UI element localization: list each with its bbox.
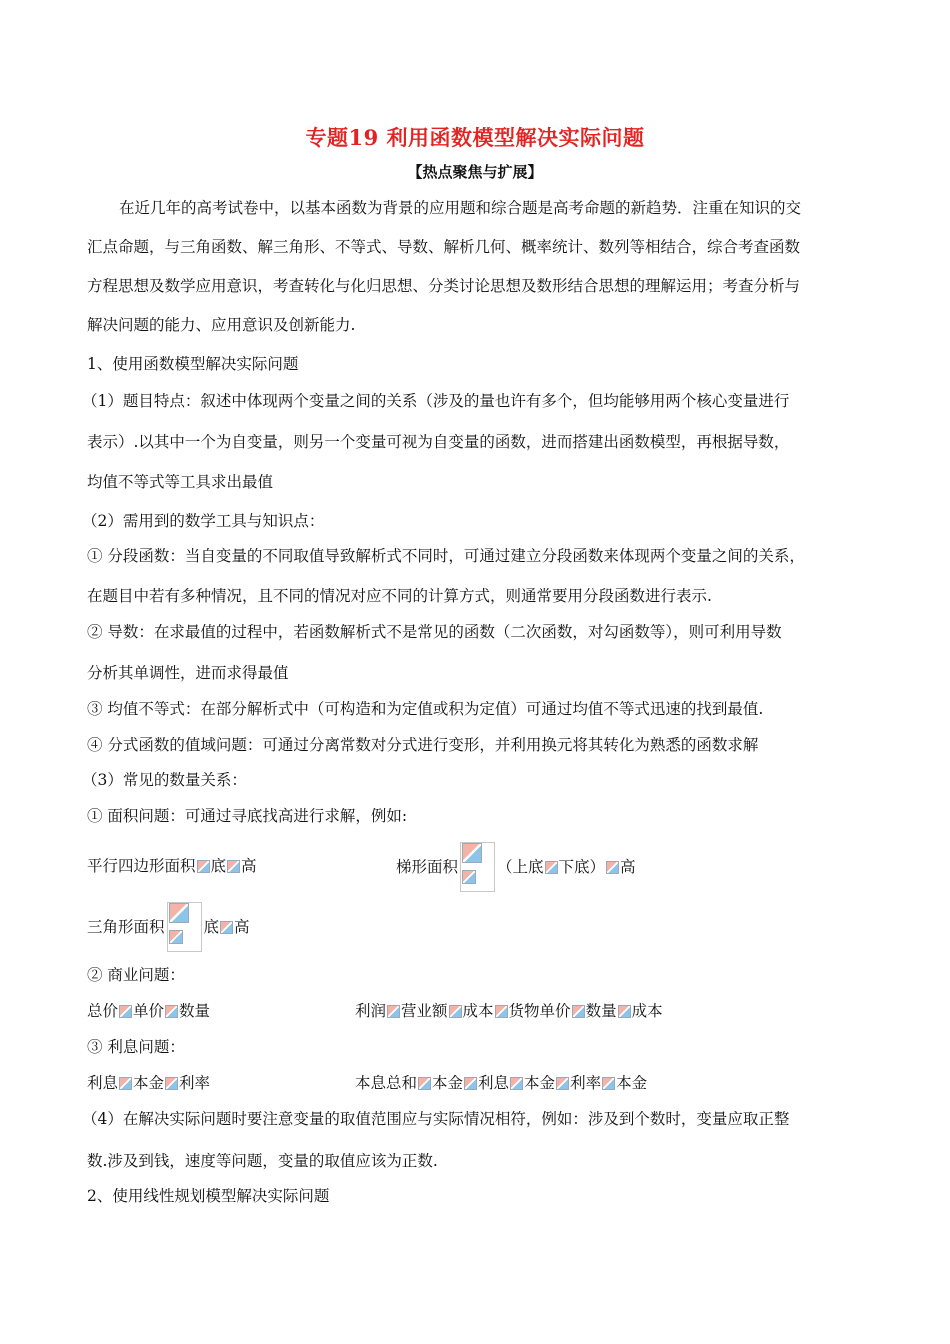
formula-term: 高: [241, 857, 257, 875]
broken-image-icon: [495, 1005, 508, 1018]
formula-term: （上底: [497, 858, 544, 876]
formula-term: 底: [210, 857, 227, 875]
section-heading-1: 1、使用函数模型解决实际问题: [87, 355, 299, 373]
formula-term: 本息总和: [355, 1074, 418, 1092]
formula-term: 利率: [179, 1074, 211, 1092]
formula-term: 高: [620, 858, 636, 876]
broken-image-icon: [119, 1077, 132, 1090]
broken-image-icon: [418, 1077, 431, 1090]
fraction-image: [460, 842, 495, 892]
triangle-formula: [87, 902, 250, 952]
formula-term: 底: [203, 918, 220, 936]
formula-term: 下底）: [558, 858, 606, 876]
paragraph-line: （1）题目特点：叙述中体现两个变量之间的关系（涉及的量也许有多个，但均能够用两个核心变量进行: [82, 392, 790, 410]
page-title: 专题19 利用函数模型解决实际问题: [305, 125, 645, 150]
tool-line: ③ 均值不等式：在部分解析式中（可构造和为定值或积为定值）可通过均值不等式迅速的找到最值.: [87, 700, 764, 718]
formula-term: 营业额: [401, 1002, 448, 1020]
broken-image-icon: [169, 930, 183, 944]
intro-line: 方程思想及数学应用意识，考查转化与化归思想、分类讨论思想及数形结合思想的理解运用；考查分析与: [87, 277, 801, 295]
formula-term: 成本: [631, 1002, 663, 1020]
section-subtitle: 【热点聚焦与扩展】: [407, 163, 543, 181]
paragraph-line: 均值不等式等工具求出最值: [87, 473, 274, 491]
fraction-image: [167, 902, 202, 952]
formula-term: 本金: [616, 1074, 648, 1092]
formula-term: 本金: [432, 1074, 464, 1092]
section-heading-2: 2、使用线性规划模型解决实际问题: [87, 1187, 330, 1205]
formula-term: 数量: [585, 1002, 617, 1020]
broken-image-icon: [387, 1005, 400, 1018]
broken-image-icon: [449, 1005, 462, 1018]
total-price-formula: [87, 1001, 210, 1021]
broken-image-icon: [606, 861, 619, 874]
broken-image-icon: [119, 1005, 132, 1018]
intro-line: 在近几年的高考试卷中，以基本函数为背景的应用题和综合题是高考命题的新趋势．注重在知识的交: [119, 199, 802, 217]
formula-term: 高: [234, 918, 250, 936]
tool-line: ② 导数：在求最值的过程中，若函数解析式不是常见的函数（二次函数，对勾函数等），则可利用导数: [87, 623, 782, 641]
formula-term: 本金: [133, 1074, 165, 1092]
formula-term: 货物单价: [508, 1002, 571, 1020]
formula-term: 三角形面积: [87, 918, 165, 936]
broken-image-icon: [464, 1077, 477, 1090]
broken-image-icon: [165, 1005, 178, 1018]
broken-image-icon: [510, 1077, 523, 1090]
paragraph-heading: （2）需用到的数学工具与知识点：: [82, 512, 325, 530]
broken-image-icon: [169, 903, 189, 923]
formula-term: 总价: [87, 1002, 119, 1020]
formula-term: 利息: [478, 1074, 510, 1092]
broken-image-icon: [618, 1005, 631, 1018]
formula-term: 梯形面积: [396, 858, 459, 876]
formula-term: 平行四边形面积: [87, 857, 196, 875]
business-heading: ② 商业问题：: [87, 966, 185, 984]
paragraph-line: 数.涉及到钱，速度等问题，变量的取值应该为正数.: [87, 1152, 438, 1170]
formula-term: 本金: [524, 1074, 556, 1092]
broken-image-icon: [165, 1077, 178, 1090]
intro-line: 汇点命题，与三角函数、解三角形、不等式、导数、解析几何、概率统计、数列等相结合，综合考查函数: [87, 238, 801, 256]
paragraph-line: 表示）.以其中一个为自变量，则另一个变量可视为自变量的函数，进而搭建出函数模型，再根据导数，: [87, 433, 790, 451]
formula-term: 利润: [355, 1002, 387, 1020]
broken-image-icon: [602, 1077, 615, 1090]
trapezoid-formula: [396, 842, 636, 892]
broken-image-icon: [462, 870, 476, 884]
broken-image-icon: [572, 1005, 585, 1018]
parallelogram-formula: [87, 856, 257, 876]
formula-term: 利率: [570, 1074, 602, 1092]
paragraph-line: （4）在解决实际问题时要注意变量的取值范围应与实际情况相符，例如：涉及到个数时，变量应取正整: [82, 1110, 790, 1128]
formula-term: 利息: [87, 1074, 119, 1092]
tool-line: ① 分段函数：当自变量的不同取值导致解析式不同时，可通过建立分段函数来体现两个变量之间的关系，: [87, 547, 805, 565]
tool-line: 分析其单调性，进而求得最值: [87, 664, 289, 682]
broken-image-icon: [462, 843, 482, 863]
formula-term: 数量: [179, 1002, 211, 1020]
interest-formula: [87, 1073, 210, 1093]
total-interest-formula: [355, 1073, 647, 1093]
tool-line: ④ 分式函数的值域问题：可通过分离常数对分式进行变形，并利用换元将其转化为熟悉的函数求解: [87, 736, 759, 754]
formula-term: 成本: [462, 1002, 494, 1020]
broken-image-icon: [220, 921, 233, 934]
interest-heading: ③ 利息问题：: [87, 1038, 185, 1056]
broken-image-icon: [556, 1077, 569, 1090]
paragraph-heading: （3）常见的数量关系：: [82, 771, 247, 789]
broken-image-icon: [545, 861, 558, 874]
profit-formula: [355, 1001, 663, 1021]
broken-image-icon: [227, 860, 240, 873]
intro-line: 解决问题的能力、应用意识及创新能力.: [87, 316, 356, 334]
formula-term: 单价: [133, 1002, 165, 1020]
area-heading: ① 面积问题：可通过寻底找高进行求解，例如:: [87, 807, 408, 825]
broken-image-icon: [197, 860, 210, 873]
tool-line: 在题目中若有多种情况，且不同的情况对应不同的计算方式，则通常要用分段函数进行表示.: [87, 587, 712, 605]
